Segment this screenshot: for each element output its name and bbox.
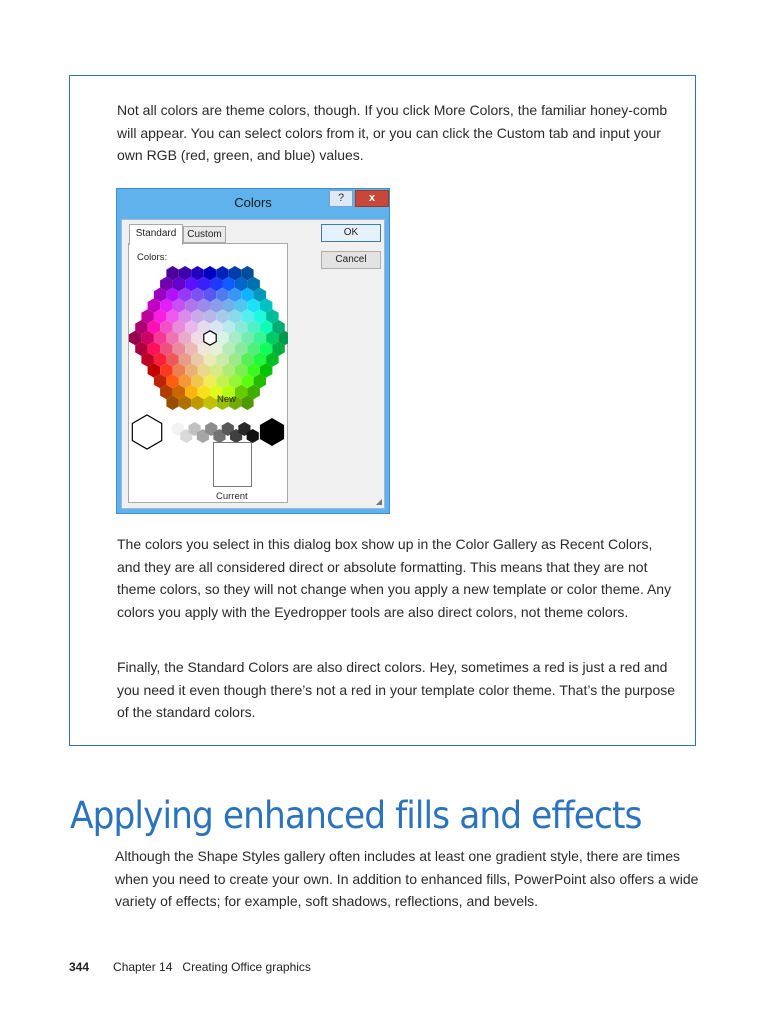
sidebar-paragraph-1: Not all colors are theme colors, though. If you click More Colors, the familiar honey-comb will appear. You can select colors from it, or you can click the Custom tab and input your own RGB (red, green, and blue) values. <box>117 102 668 163</box>
ok-button[interactable]: OK <box>321 224 381 242</box>
cancel-button[interactable]: Cancel <box>321 251 381 269</box>
page-footer <box>69 960 311 974</box>
color-honeycomb[interactable] <box>128 263 288 413</box>
black-cell <box>260 418 284 446</box>
colors-label: Colors: <box>137 252 168 263</box>
close-button[interactable]: x <box>355 190 389 207</box>
white-cell <box>132 415 161 449</box>
grayscale-honeycomb[interactable] <box>128 412 288 452</box>
sidebar-paragraph-3: Finally, the Standard Colors are also direct colors. Hey, sometimes a red is just a red and you need it even though there’s not a red in your template color theme. That’s the purpose of the standard colors. <box>117 659 676 720</box>
chapter-label: Chapter 14 <box>113 960 173 974</box>
section-heading: Applying enhanced fills and effects <box>70 794 642 837</box>
sidebar-paragraph-2: The colors you select in this dialog box show up in the Color Gallery as Recent Colors, and they are all considered direct or absolute formatting. This means that they are not theme colors, so they will not change when you apply a new template or color theme. Any colors you apply with the Eyedropper tools are also direct colors, not theme colors. <box>117 536 672 620</box>
chapter-title: Creating Office graphics <box>182 960 311 974</box>
resize-grip-icon[interactable]: ◢ <box>375 497 382 506</box>
page-number: 344 <box>69 960 90 974</box>
dialog-titlebar[interactable] <box>117 189 389 217</box>
tab-standard[interactable]: Standard <box>129 224 183 245</box>
current-label: Current <box>216 491 248 502</box>
tab-custom[interactable]: Custom <box>183 226 226 243</box>
new-label: New <box>217 394 237 405</box>
section-body: Although the Shape Styles gallery often includes at least one gradient style, there are times when you need to create your own. In addition to enhanced fills, PowerPoint also offers a wide variety of effects; for example, soft shadows, reflections, and bevels. <box>115 848 699 909</box>
help-button[interactable]: ? <box>329 190 353 207</box>
color-preview-swatch <box>213 442 252 487</box>
dialog-title: Colors <box>234 195 272 210</box>
